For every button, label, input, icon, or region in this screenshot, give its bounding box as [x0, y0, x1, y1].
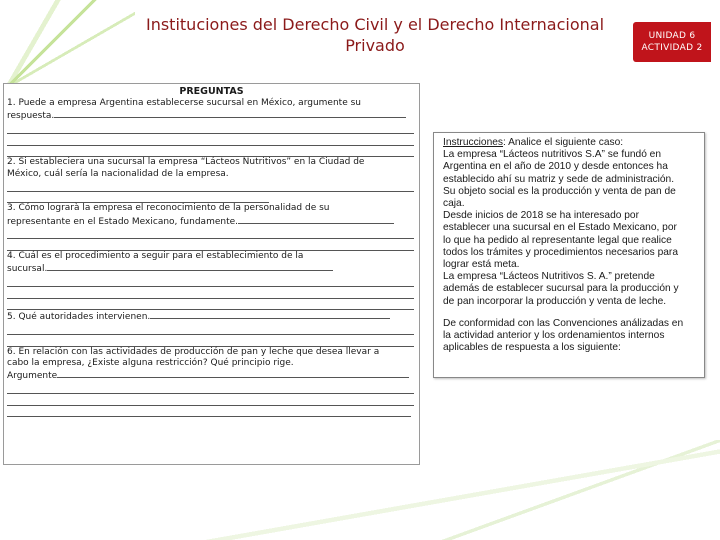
case-line: Argentina en el año de 2010 y desde entonces ha: [443, 161, 668, 173]
question-3b: representante en el Estado Mexicano, fundamente.: [7, 216, 239, 227]
case-line: además de establecer sucursal para la producción y: [443, 283, 679, 295]
case-line: Su objeto social es la producción y venta de pan de: [443, 185, 676, 197]
case-line: establecer una sucursal en el Estado Mexicano, por: [443, 222, 677, 234]
answer-line[interactable]: [57, 369, 409, 378]
question-4b-row: [7, 262, 416, 275]
question-1: 1. Puede a empresa Argentina establecerse sucursal en México, argumente su: [7, 98, 361, 108]
corner-decoration: [0, 0, 135, 85]
case-line: La empresa “Lácteos nutritivos S.A” se fundó en: [443, 149, 662, 161]
question-6b: cabo la empresa, ¿Existe alguna restricción? Qué principio rige.: [7, 358, 294, 369]
case-line: caja.: [443, 198, 465, 210]
answer-line[interactable]: [7, 383, 414, 395]
closing-line: aplicables de respuesta a los siguiente:: [443, 342, 621, 354]
answer-line[interactable]: [7, 335, 414, 347]
question-2a: 2. Si estableciera una sucursal la empresa “Lácteos Nutritivos” en la Ciudad de: [7, 157, 365, 168]
answer-line[interactable]: [7, 123, 414, 135]
answer-line[interactable]: [7, 146, 414, 158]
answer-line[interactable]: [7, 228, 414, 240]
question-3b-row: [7, 215, 416, 228]
questions-panel: [3, 83, 420, 465]
question-4b: sucursal.: [7, 264, 48, 275]
instructions-intro: : Analice el siguiente caso:: [503, 137, 624, 148]
title-line-1: Instituciones del Derecho Civil y el Derecho Internacional: [145, 15, 605, 34]
answer-line[interactable]: [7, 239, 414, 251]
question-1-cont-row: [7, 109, 416, 122]
answer-line[interactable]: [7, 276, 414, 288]
closing-line: De conformidad con las Convenciones análizadas en: [443, 317, 684, 329]
activity-label: ACTIVIDAD 2: [641, 43, 703, 53]
answer-line[interactable]: [238, 215, 394, 224]
title-line-2: Privado: [345, 36, 405, 55]
question-3a: 3. Cómo lograrà la empresa el reconocimiento de la personalidad de su: [7, 203, 330, 214]
answer-line[interactable]: [7, 180, 414, 192]
answer-line[interactable]: [54, 109, 406, 118]
case-line: La empresa “Lácteos Nutritivos S. A.” pretende: [443, 271, 655, 283]
instructions-panel: [433, 132, 705, 378]
question-5-row: [7, 310, 416, 323]
closing-line: la actividad anterior y los ordenamientos internos: [443, 330, 665, 342]
instructions-intro-row: [443, 137, 696, 149]
question-4a: 4. Cuál es el procedimiento a seguir para el establecimiento de la: [7, 250, 304, 261]
spacer: [443, 308, 696, 318]
unit-badge: [633, 22, 711, 62]
case-line: establecido ahí su matriz y sede de administración.: [443, 173, 675, 185]
instructions-label: Instrucciones: [443, 137, 504, 148]
case-line: de pan incorporar la producción y venta de leche.: [443, 295, 667, 307]
question-1-cont: respuesta.: [7, 111, 55, 122]
answer-line[interactable]: [7, 324, 414, 336]
case-line: todos los trámites y procedimientos necesarios para: [443, 246, 678, 258]
answer-line[interactable]: [7, 192, 269, 204]
case-line: lograr está meta.: [443, 259, 520, 271]
answer-line[interactable]: [7, 299, 414, 311]
question-5: 5. Qué autoridades intervienen.: [7, 312, 151, 323]
case-line: Desde inicios de 2018 se ha interesado por: [443, 210, 639, 222]
question-6c: Argumente: [7, 371, 58, 382]
case-line: lo que ha pedido al representante legal que realice: [443, 234, 672, 246]
question-6a: 6. En relación con las actividades de producción de pan y leche que desea llevar a: [7, 346, 380, 357]
answer-line[interactable]: [7, 287, 414, 299]
answer-line[interactable]: [150, 310, 390, 319]
question-2b: México, cuál sería la nacionalidad de la empresa.: [7, 168, 229, 179]
question-6c-row: [7, 369, 416, 382]
answer-line[interactable]: [7, 394, 414, 406]
page-title: [140, 14, 610, 56]
answer-line[interactable]: [7, 134, 414, 146]
answer-line[interactable]: [47, 262, 333, 271]
answer-line[interactable]: [7, 406, 411, 418]
unit-label: UNIDAD 6: [648, 31, 696, 41]
questions-heading: PREGUNTAS: [179, 86, 244, 97]
